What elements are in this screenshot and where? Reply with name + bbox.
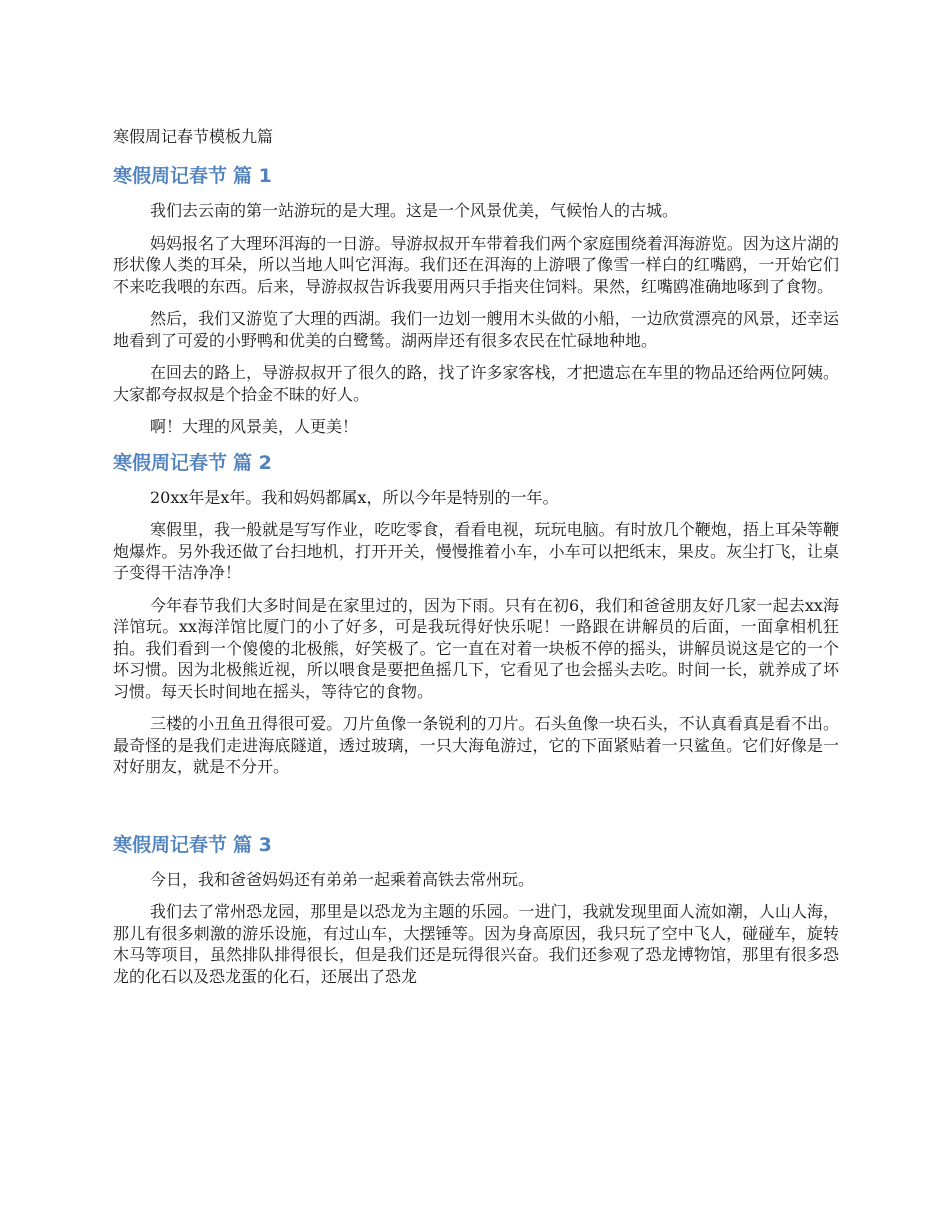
section-heading-text: 寒假周记春节 — [113, 833, 228, 856]
paragraph: 我们去云南的第一站游玩的是大理。这是一个风景优美，气候怡人的古城。 — [150, 201, 679, 220]
paragraph: 20xx年是x年。我和妈妈都属x，所以今年是特别的一年。 — [150, 487, 559, 507]
section-3 — [113, 831, 839, 988]
paragraph: 在回去的路上，导游叔叔开了很久的路，找了许多家客栈，才把遗忘在车里的物品还给两位阿姨。大家都夸叔叔是个拾金不昧的好人。 — [113, 363, 839, 404]
paragraph: 妈妈报名了大理环洱海的一日游。导游叔叔开车带着我们两个家庭围绕着洱海游览。因为这片湖的形状像人类的耳朵，所以当地人叫它洱海。我们还在洱海的上游喂了像雪一样白的红嘴鸥，一开始它们不来吃我喂的东西。后来，导游叔叔告诉我要用两只手指夹住饲料。果然，红嘴鸥准确地啄到了食物。 — [113, 233, 839, 296]
section-number: 篇 2 — [233, 451, 272, 474]
section-heading-text: 寒假周记春节 — [113, 165, 228, 187]
section-heading — [113, 831, 839, 859]
section-number: 篇 1 — [233, 165, 272, 187]
section-number: 篇 3 — [233, 833, 272, 856]
document-body — [113, 124, 839, 998]
section-1 — [113, 162, 839, 438]
section-spacer — [113, 789, 839, 831]
section-heading — [113, 162, 839, 190]
document-title: 寒假周记春节模板九篇 — [113, 127, 274, 146]
paragraph: 然后，我们又游览了大理的西湖。我们一边划一艘用木头做的小船，一边欣赏漂亮的风景，还幸运地看到了可爱的小野鸭和优美的白鹭鸶。湖两岸还有很多农民在忙碌地种地。 — [113, 309, 839, 350]
paragraph: 今日，我和爸爸妈妈还有弟弟一起乘着高铁去常州玩。 — [150, 869, 535, 889]
paragraph: 今年春节我们大多时间是在家里过的，因为下雨。只有在初6，我们和爸爸朋友好几家一起去xx海洋馆玩。xx海洋馆比厦门的小了好多，可是我玩得好快乐呢！一路跟在讲解员的后面，一面拿相机狂拍。我们看到一个傻傻的北极熊，好笑极了。它一直在对着一块板不停的摇头，讲解员说这是它的一个坏习惯。因为北极熊近视，所以喂食是要把鱼摇几下，它看见了也会摇头去吃。时间一长，就养成了坏习惯。每天长时间地在摇头，等待它的食物。 — [113, 595, 839, 701]
section-heading — [113, 449, 839, 477]
paragraph: 寒假里，我一般就是写写作业，吃吃零食，看看电视，玩玩电脑。有时放几个鞭炮，捂上耳朵等鞭炮爆炸。另外我还做了台扫地机，打开开关，慢慢推着小车，小车可以把纸末，果皮。灰尘打飞，让桌子变得干洁净净！ — [113, 520, 839, 582]
paragraph: 三楼的小丑鱼丑得很可爱。刀片鱼像一条锐利的刀片。石头鱼像一块石头，不认真看真是看不出。最奇怪的是我们走进海底隧道，透过玻璃，一只大海龟游过，它的下面紧贴着一只鲨鱼。它们好像是一对好朋友，就是不分开。 — [113, 714, 839, 776]
paragraph: 我们去了常州恐龙园，那里是以恐龙为主题的乐园。一进门，我就发现里面人流如潮，人山人海，那儿有很多刺激的游乐设施，有过山车，大摆锤等。因为身高原因，我只玩了空中飞人，碰碰车，旋转木马等项目，虽然排队排得很长，但是我们还是玩得很兴奋。我们还参观了恐龙博物馆，那里有很多恐龙的化石以及恐龙蛋的化石，还展出了恐龙 — [113, 902, 839, 986]
section-2 — [113, 449, 839, 778]
paragraph: 啊！大理的风景美，人更美！ — [150, 417, 359, 436]
section-heading-text: 寒假周记春节 — [113, 451, 228, 474]
